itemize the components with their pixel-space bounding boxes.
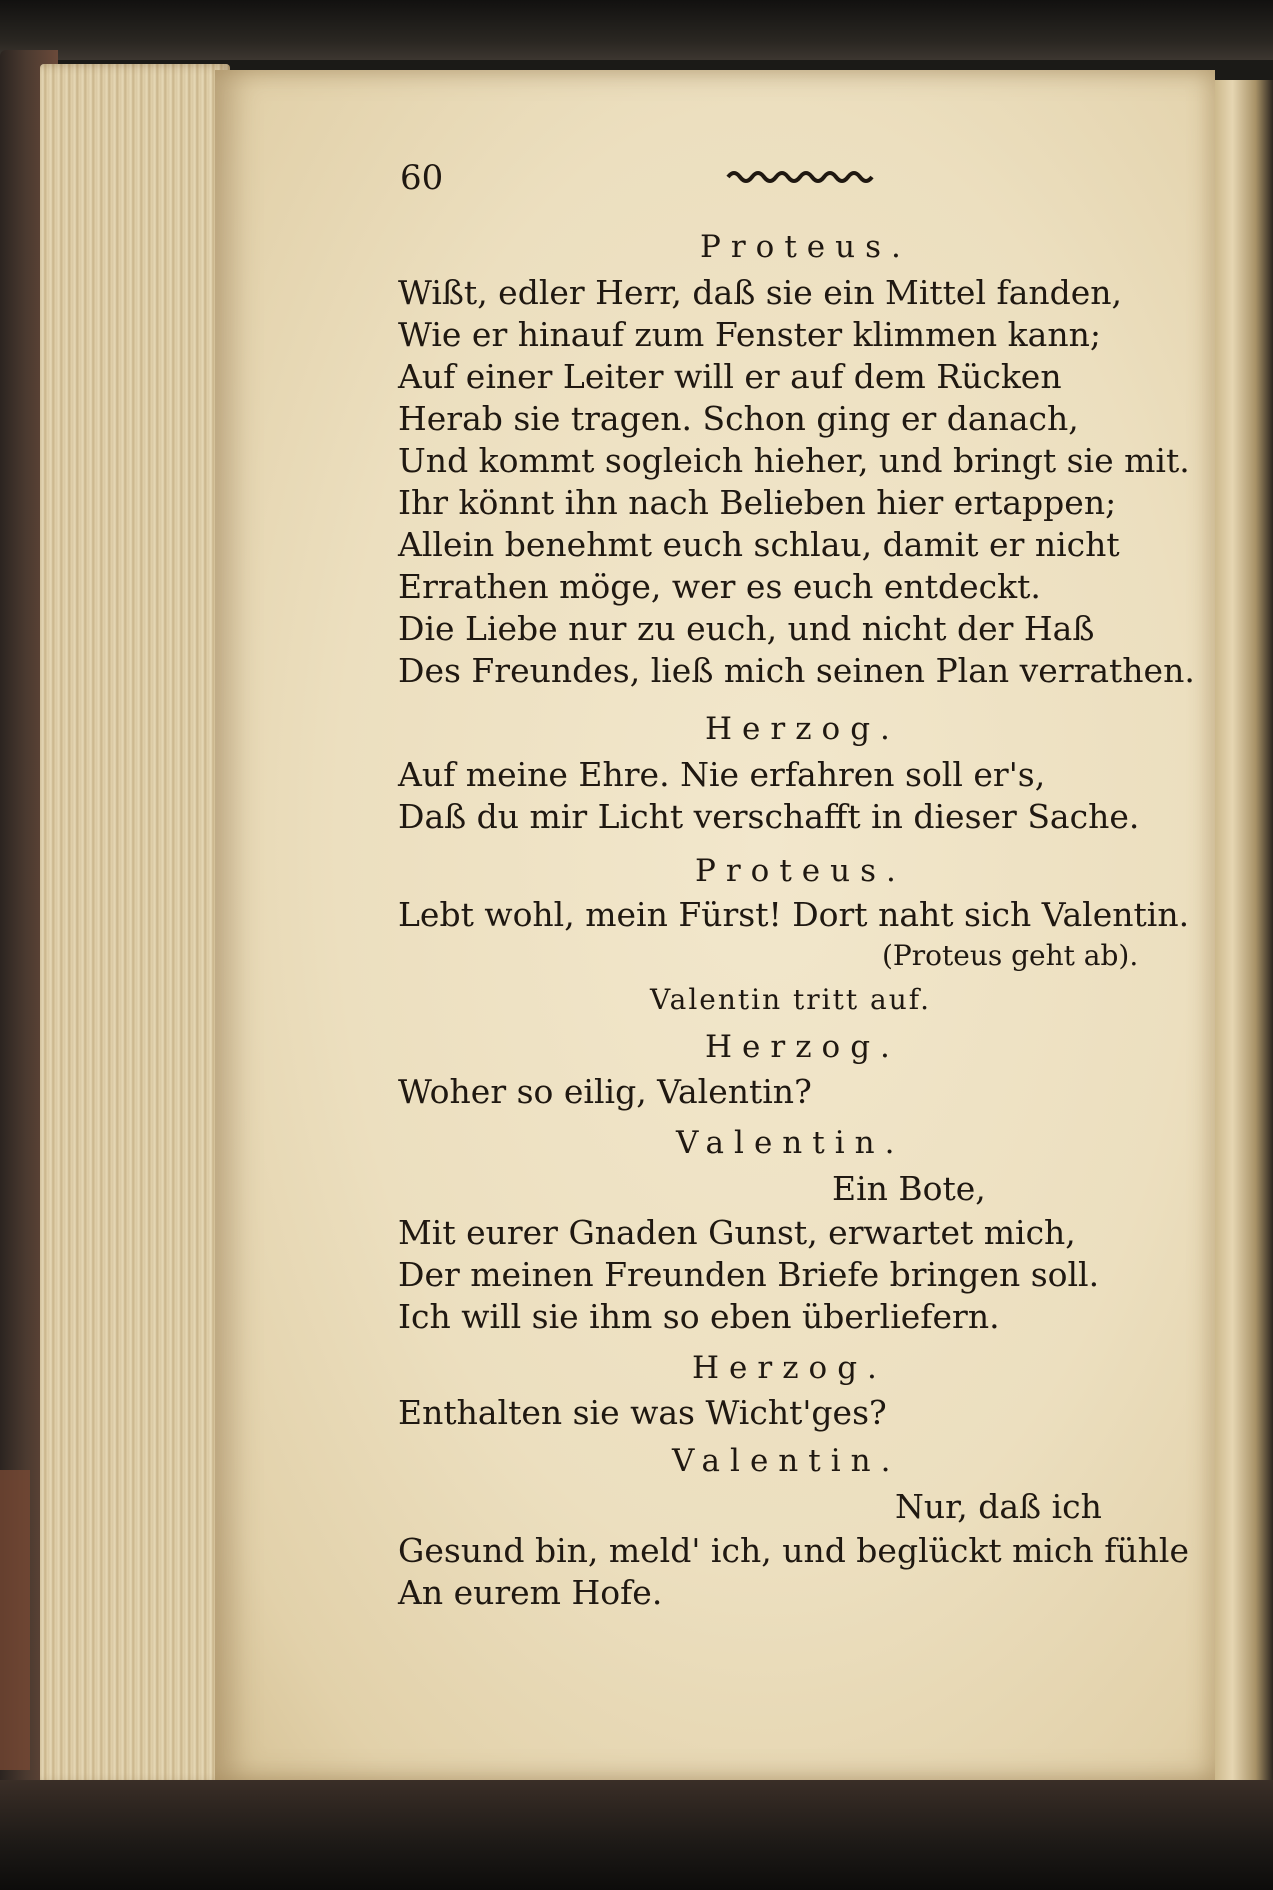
- speaker-name: Valentin.: [672, 1443, 901, 1479]
- page-number: 60: [400, 158, 444, 198]
- speaker-name: Herzog.: [705, 711, 900, 747]
- verse-line: Auf meine Ehre. Nie erfahren soll er's,: [398, 755, 1046, 794]
- verse-line: Wie er hinauf zum Fenster klimmen kann;: [398, 315, 1101, 354]
- verse-line: An eurem Hofe.: [398, 1573, 663, 1612]
- speaker-name: Herzog.: [705, 1029, 900, 1065]
- verse-line: Und kommt sogleich hieher, und bringt sie mit.: [398, 441, 1190, 480]
- verse-line: Herab sie tragen. Schon ging er danach,: [398, 399, 1079, 438]
- verse-line: Ihr könnt ihn nach Belieben hier ertappen;: [398, 483, 1117, 522]
- verse-line: Wißt, edler Herr, daß sie ein Mittel fanden,: [398, 273, 1123, 312]
- verse-line: Gesund bin, meld' ich, und beglückt mich fühle: [398, 1531, 1190, 1570]
- speaker-name: Proteus.: [695, 853, 906, 889]
- verse-line: Die Liebe nur zu euch, und nicht der Haß: [398, 609, 1095, 648]
- verse-line: Des Freundes, ließ mich seinen Plan verrathen.: [398, 651, 1195, 690]
- verse-line: Allein benehmt euch schlau, damit er nicht: [398, 525, 1120, 564]
- speaker-name: Proteus.: [700, 229, 911, 265]
- verse-line: Ich will sie ihm so eben überliefern.: [398, 1297, 1000, 1336]
- speaker-name: Herzog.: [692, 1350, 887, 1386]
- header-ornament-icon: [726, 168, 876, 186]
- verse-line: Nur, daß ich: [895, 1487, 1102, 1526]
- verse-line: Auf einer Leiter will er auf dem Rücken: [398, 357, 1062, 396]
- verse-line: Mit eurer Gnaden Gunst, erwartet mich,: [398, 1213, 1076, 1252]
- speaker-name: Valentin.: [676, 1125, 905, 1161]
- stage-direction-entrance: Valentin tritt auf.: [650, 983, 932, 1016]
- verse-line: Errathen möge, wer es euch entdeckt.: [398, 567, 1041, 606]
- verse-line: Daß du mir Licht verschafft in dieser Sache.: [398, 797, 1140, 836]
- verse-line: Enthalten sie was Wicht'ges?: [398, 1393, 887, 1432]
- verse-line: Woher so eilig, Valentin?: [398, 1072, 812, 1111]
- verse-line: Lebt wohl, mein Fürst! Dort naht sich Valentin.: [398, 895, 1190, 934]
- verse-line: Ein Bote,: [832, 1169, 986, 1208]
- stage-direction-exit: (Proteus geht ab).: [882, 939, 1139, 972]
- verse-line: Der meinen Freunden Briefe bringen soll.: [398, 1255, 1100, 1294]
